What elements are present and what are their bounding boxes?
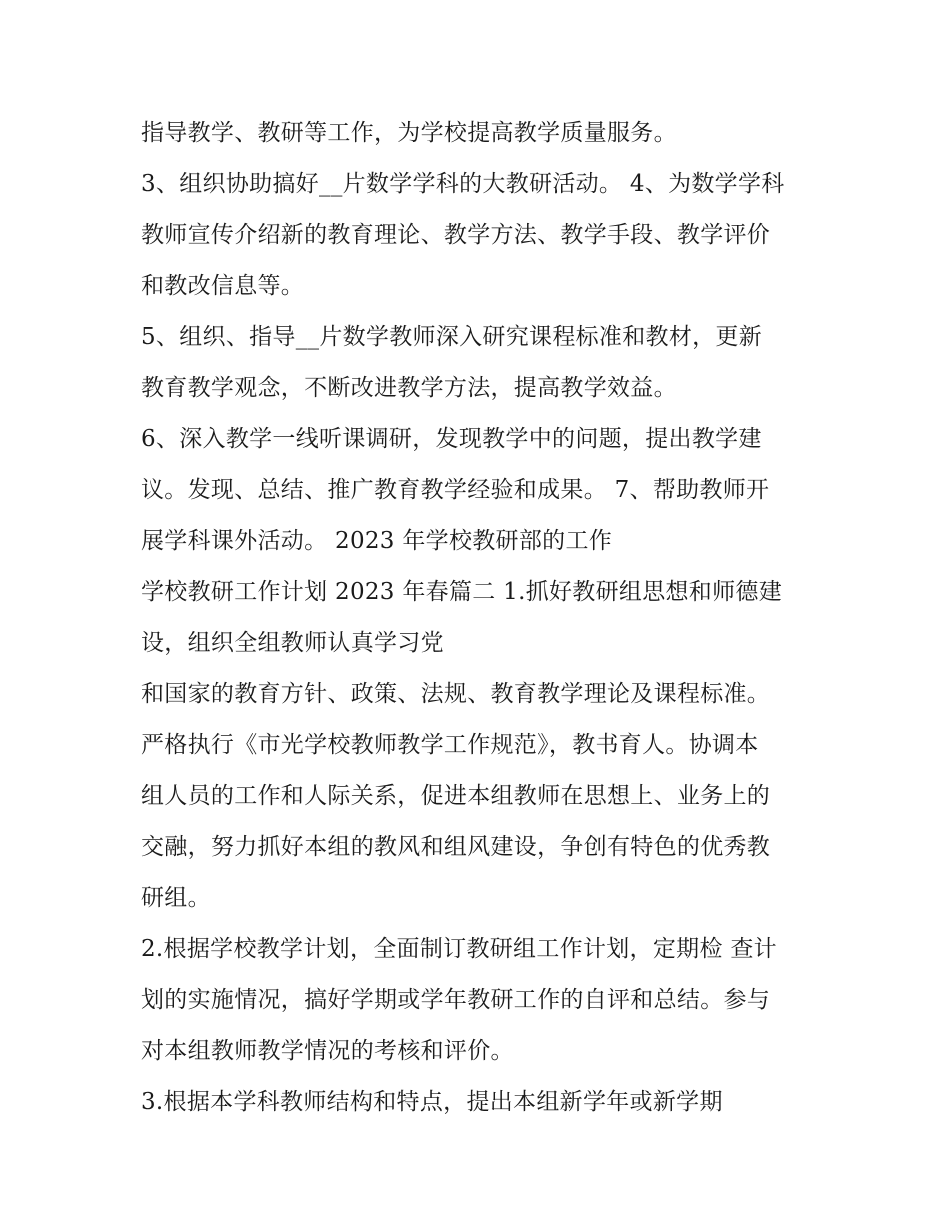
text-line: 学校教研工作计划 2023 年春篇二 1.抓好教研组思想和师德建: [141, 579, 783, 605]
text-line: 3、组织协助搞好__片数学学科的大教研活动。 4、为数学学科: [141, 171, 785, 197]
document-body: [141, 108, 831, 1128]
text-line: 展学科课外活动。 2023 年学校教研部的工作: [141, 528, 613, 554]
text-line: 交融，努力抓好本组的教风和组风建设，争创有特色的优秀教: [141, 834, 771, 860]
text-line: 6、深入教学一线听课调研，发现教学中的问题，提出教学建: [141, 426, 762, 452]
text-line: 3.根据本学科教师结构和特点，提出本组新学年或新学期: [141, 1089, 723, 1115]
text-line: 设，组织全组教师认真学习党: [141, 630, 444, 656]
text-line: 指导教学、教研等工作，为学校提高教学质量服务。: [141, 120, 677, 146]
text-line: 教育教学观念，不断改进教学方法，提高教学效益。: [141, 375, 677, 401]
text-line: 划的实施情况，搞好学期或学年教研工作的自评和总结。参与: [141, 987, 771, 1013]
text-line: 组人员的工作和人际关系，促进本组教师在思想上、业务上的: [141, 783, 771, 809]
text-line: 2.根据学校教学计划，全面制订教研组工作计划，定期检 查计: [141, 936, 777, 962]
text-line: 5、组织、指导__片数学教师深入研究课程标准和教材，更新: [141, 324, 763, 350]
text-line: 议。发现、总结、推广教育教学经验和成果。 7、帮助教师开: [141, 477, 770, 503]
text-line: 和教改信息等。: [141, 273, 305, 299]
text-line: 研组。: [141, 885, 211, 911]
text-line: 对本组教师教学情况的考核和评价。: [141, 1038, 514, 1064]
text-line: 教师宣传介绍新的教育理论、教学方法、教学手段、教学评价: [141, 222, 771, 248]
text-line: 严格执行《市光学校教师教学工作规范》，教书育人。协调本: [141, 732, 759, 758]
text-line: 和国家的教育方针、政策、法规、教育教学理论及课程标准。: [141, 681, 771, 707]
